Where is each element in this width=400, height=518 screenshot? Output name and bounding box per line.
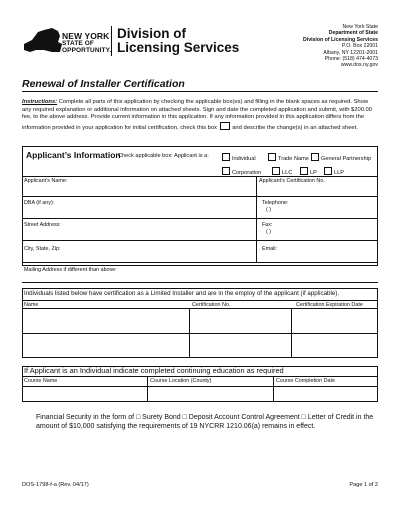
option-llc[interactable]: LLC <box>272 167 292 177</box>
email-field[interactable]: Email: <box>262 246 277 252</box>
applicant-name-field[interactable]: Applicant’s Name: <box>24 178 68 184</box>
checkbox[interactable] <box>324 167 332 175</box>
option-corporation[interactable]: Corporation <box>222 167 261 177</box>
row-divider <box>22 386 378 387</box>
column-header-course-name: Course Name <box>24 378 58 384</box>
financial-security-statement: Financial Security in the form of □ Surety Bond □ Deposit Account Control Agreement □ Letter of Credit in the amount of $10,000 satisfying the requirements of 19 NYCRR 1210.06(a) remains in effect. <box>36 414 374 430</box>
form-number: DOS-1798-f-a (Rev. 04/17) <box>22 482 89 488</box>
column-divider <box>273 376 274 402</box>
form-title: Renewal of Installer Certification <box>22 78 185 90</box>
checkbox[interactable] <box>222 167 230 175</box>
checkbox[interactable] <box>311 153 319 161</box>
mailing-address-field[interactable]: Mailing Address if different than above: <box>24 267 117 273</box>
row-divider <box>22 196 378 197</box>
logo-divider <box>111 26 112 56</box>
row-divider <box>22 308 378 309</box>
option-general-partnership[interactable]: General Partnership <box>311 153 371 163</box>
row-divider <box>22 333 378 334</box>
column-header-course-location: Course Location (County) <box>150 378 212 384</box>
column-header-name: Name <box>24 302 39 308</box>
option-lp[interactable]: LP <box>300 167 317 177</box>
instructions-label: Instructions: <box>22 99 58 105</box>
row-divider <box>22 300 378 301</box>
limited-installers-note: Individuals listed below have certification as a Limited Installer and are in the employ of the applicant (if applicable). <box>24 290 340 297</box>
limited-installers-table <box>22 288 378 358</box>
column-divider <box>147 376 148 402</box>
checkbox[interactable] <box>272 167 280 175</box>
applicant-info-heading: Applicant’s Information <box>26 150 121 160</box>
changes-checkbox[interactable] <box>220 122 230 130</box>
dba-field[interactable]: DBA (if any): <box>24 200 55 206</box>
instructions: Instructions: Complete all parts of this application by checking the applicable box(es) and filling in the blank spaces as required. Show any required explanation or additional information on attached sheets. Sign and date the completed application and submit, with $200.00 fee, to the above address. Provide current information in this application. If any information provided in this application differs from the information provided in your application for initial certification, check this box and describe the change(s) in an attached sheet. <box>22 99 372 131</box>
continuing-education-note: If Applicant is an Individual indicate completed continuing education as required <box>24 366 284 375</box>
agency-address-block: New York State Department of State Division of Licensing Services P.O. Box 22001 Albany, NY 12201-2001 Phone: (518) 474-4073 www.dos.ny.gov <box>303 24 378 69</box>
ny-logo-wordmark: NEW YORK STATE OF OPPORTUNITY. <box>62 31 112 54</box>
column-header-expiration-date: Certification Expiration Date <box>296 302 363 308</box>
checkbox[interactable] <box>300 167 308 175</box>
fax-field[interactable]: Fax: ( ) <box>262 222 273 235</box>
checkbox[interactable] <box>222 153 230 161</box>
city-state-zip-field[interactable]: City, State, Zip: <box>24 246 61 252</box>
row-divider <box>22 240 378 241</box>
column-header-certification-no: Certification No. <box>192 302 231 308</box>
street-address-field[interactable]: Street Address: <box>24 222 61 228</box>
telephone-field[interactable]: Telephone: ( ) <box>262 200 289 213</box>
row-divider <box>22 262 378 263</box>
certification-number-field[interactable]: Applicant’s Certification No. <box>259 178 325 184</box>
option-llp[interactable]: LLP <box>324 167 344 177</box>
page-number: Page 1 of 2 <box>349 482 378 488</box>
column-header-completion-date: Course Completion Date <box>276 378 336 384</box>
row-divider <box>22 282 378 283</box>
division-title: Division of Licensing Services <box>117 26 240 55</box>
option-individual[interactable]: Individual <box>222 153 256 163</box>
row-divider <box>22 218 378 219</box>
applicant-type-prompt: Check applicable box: Applicant is a: <box>118 153 209 159</box>
row-divider <box>22 176 378 177</box>
option-trade-name[interactable]: Trade Name <box>268 153 309 163</box>
checkbox[interactable] <box>268 153 276 161</box>
column-divider <box>256 176 257 262</box>
row-divider <box>22 376 378 377</box>
title-rule <box>22 91 378 92</box>
